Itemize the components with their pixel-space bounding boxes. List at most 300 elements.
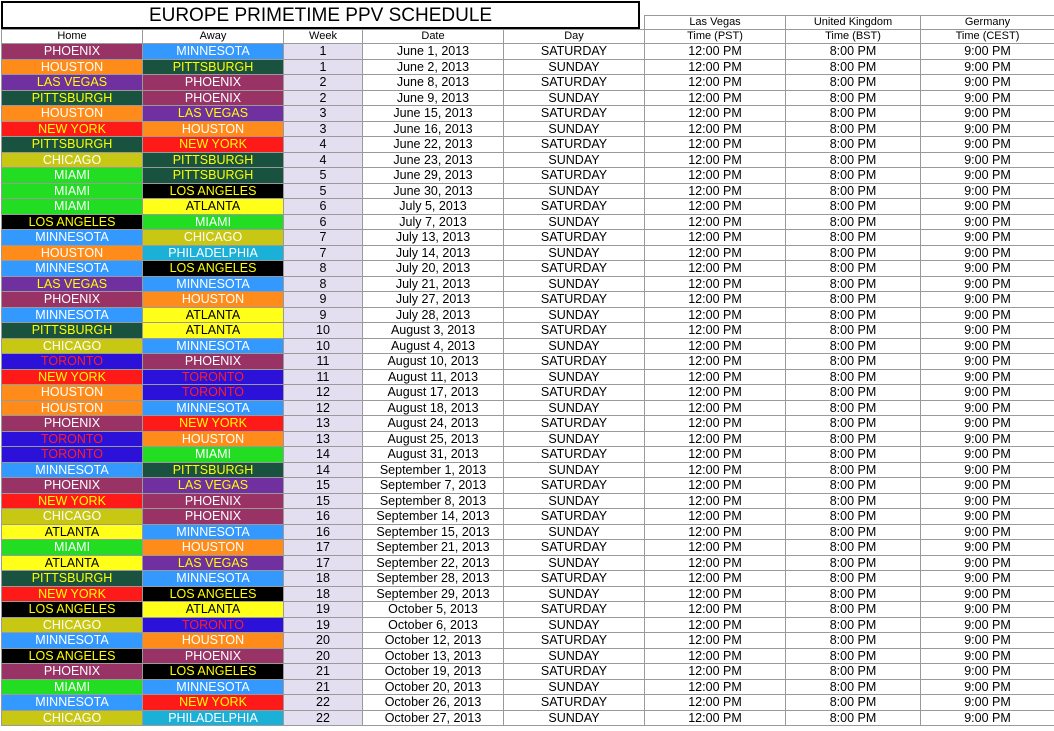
home-team-cell: NEW YORK [2,369,143,385]
away-team-cell: MINNESOTA [143,338,284,354]
day-cell: SATURDAY [504,602,645,618]
day-cell: SATURDAY [504,199,645,215]
table-row [2,602,1054,618]
time-bst-cell: 8:00 PM [786,369,921,385]
away-team-cell: MINNESOTA [143,524,284,540]
home-team-cell: CHICAGO [2,152,143,168]
time-cest-cell: 9:00 PM [921,648,1054,664]
home-team-cell: MIAMI [2,168,143,184]
home-team-cell: MIAMI [2,679,143,695]
time-bst-cell: 8:00 PM [786,664,921,680]
week-cell: 18 [284,586,363,602]
home-team-cell: HOUSTON [2,400,143,416]
week-cell: 21 [284,679,363,695]
time-pst-cell: 12:00 PM [645,121,786,137]
home-team-cell: TORONTO [2,354,143,370]
day-cell: SUNDAY [504,90,645,106]
table-row [2,648,1054,664]
away-team-cell: HOUSTON [143,633,284,649]
time-bst-cell: 8:00 PM [786,695,921,711]
date-cell: August 18, 2013 [363,400,504,416]
day-cell: SATURDAY [504,509,645,525]
week-cell: 2 [284,75,363,91]
time-pst-cell: 12:00 PM [645,571,786,587]
week-cell: 14 [284,462,363,478]
time-pst-cell: 12:00 PM [645,400,786,416]
date-cell: August 24, 2013 [363,416,504,432]
day-cell: SUNDAY [504,462,645,478]
time-cest-cell: 9:00 PM [921,509,1054,525]
time-cest-cell: 9:00 PM [921,354,1054,370]
day-cell: SATURDAY [504,137,645,153]
time-bst-cell: 8:00 PM [786,214,921,230]
week-cell: 6 [284,214,363,230]
date-cell: August 11, 2013 [363,369,504,385]
time-cest-cell: 9:00 PM [921,106,1054,122]
date-cell: August 31, 2013 [363,447,504,463]
time-pst-cell: 12:00 PM [645,261,786,277]
away-team-cell: PITTSBURGH [143,59,284,75]
date-cell: June 30, 2013 [363,183,504,199]
week-cell: 15 [284,478,363,494]
away-team-cell: PHOENIX [143,75,284,91]
time-cest-cell: 9:00 PM [921,261,1054,277]
week-cell: 3 [284,121,363,137]
week-cell: 4 [284,152,363,168]
header-date: Date [363,30,504,44]
time-bst-cell: 8:00 PM [786,493,921,509]
time-cest-cell: 9:00 PM [921,369,1054,385]
week-cell: 21 [284,664,363,680]
header-time-cest: Time (CEST) [921,30,1054,44]
time-cest-cell: 9:00 PM [921,183,1054,199]
away-team-cell: PITTSBURGH [143,168,284,184]
table-row [2,137,1054,153]
time-cest-cell: 9:00 PM [921,602,1054,618]
week-cell: 5 [284,183,363,199]
away-team-cell: ATLANTA [143,307,284,323]
time-pst-cell: 12:00 PM [645,633,786,649]
day-cell: SATURDAY [504,385,645,401]
time-cest-cell: 9:00 PM [921,292,1054,308]
time-cest-cell: 9:00 PM [921,431,1054,447]
table-row [2,679,1054,695]
home-team-cell: PITTSBURGH [2,137,143,153]
week-cell: 13 [284,416,363,432]
home-team-cell: HOUSTON [2,59,143,75]
home-team-cell: MINNESOTA [2,695,143,711]
time-bst-cell: 8:00 PM [786,524,921,540]
table-row [2,199,1054,215]
day-cell: SATURDAY [504,540,645,556]
away-team-cell: ATLANTA [143,602,284,618]
week-cell: 13 [284,431,363,447]
time-pst-cell: 12:00 PM [645,75,786,91]
week-cell: 20 [284,633,363,649]
day-cell: SUNDAY [504,400,645,416]
time-cest-cell: 9:00 PM [921,214,1054,230]
time-pst-cell: 12:00 PM [645,230,786,246]
time-bst-cell: 8:00 PM [786,431,921,447]
day-cell: SUNDAY [504,307,645,323]
week-cell: 18 [284,571,363,587]
time-bst-cell: 8:00 PM [786,245,921,261]
time-cest-cell: 9:00 PM [921,679,1054,695]
day-cell: SUNDAY [504,338,645,354]
home-team-cell: PHOENIX [2,416,143,432]
day-cell: SUNDAY [504,493,645,509]
table-row [2,75,1054,91]
time-bst-cell: 8:00 PM [786,168,921,184]
home-team-cell: CHICAGO [2,710,143,726]
header-united-kingdom: United Kingdom [786,16,921,30]
week-cell: 15 [284,493,363,509]
away-team-cell: LOS ANGELES [143,664,284,680]
time-pst-cell: 12:00 PM [645,524,786,540]
date-cell: October 5, 2013 [363,602,504,618]
header-row-columns [2,30,1054,44]
home-team-cell: ATLANTA [2,524,143,540]
week-cell: 2 [284,90,363,106]
day-cell: SATURDAY [504,44,645,60]
week-cell: 20 [284,648,363,664]
time-cest-cell: 9:00 PM [921,695,1054,711]
table-row [2,106,1054,122]
home-team-cell: CHICAGO [2,617,143,633]
date-cell: August 25, 2013 [363,431,504,447]
day-cell: SUNDAY [504,152,645,168]
time-pst-cell: 12:00 PM [645,540,786,556]
time-bst-cell: 8:00 PM [786,44,921,60]
day-cell: SATURDAY [504,664,645,680]
date-cell: July 27, 2013 [363,292,504,308]
time-cest-cell: 9:00 PM [921,168,1054,184]
home-team-cell: MIAMI [2,199,143,215]
time-bst-cell: 8:00 PM [786,555,921,571]
table-row [2,416,1054,432]
away-team-cell: PHOENIX [143,509,284,525]
time-cest-cell: 9:00 PM [921,586,1054,602]
time-bst-cell: 8:00 PM [786,478,921,494]
table-row [2,369,1054,385]
table-row [2,168,1054,184]
time-bst-cell: 8:00 PM [786,121,921,137]
time-cest-cell: 9:00 PM [921,416,1054,432]
time-bst-cell: 8:00 PM [786,183,921,199]
time-pst-cell: 12:00 PM [645,214,786,230]
day-cell: SATURDAY [504,230,645,246]
away-team-cell: MINNESOTA [143,400,284,416]
time-bst-cell: 8:00 PM [786,509,921,525]
date-cell: June 8, 2013 [363,75,504,91]
time-pst-cell: 12:00 PM [645,431,786,447]
time-pst-cell: 12:00 PM [645,710,786,726]
week-cell: 19 [284,602,363,618]
table-row [2,230,1054,246]
header-away: Away [143,30,284,44]
away-team-cell: TORONTO [143,369,284,385]
week-cell: 22 [284,710,363,726]
away-team-cell: PHOENIX [143,90,284,106]
time-bst-cell: 8:00 PM [786,540,921,556]
home-team-cell: ATLANTA [2,555,143,571]
home-team-cell: PHOENIX [2,292,143,308]
time-pst-cell: 12:00 PM [645,416,786,432]
time-cest-cell: 9:00 PM [921,540,1054,556]
time-pst-cell: 12:00 PM [645,478,786,494]
schedule-table [1,15,1054,726]
home-team-cell: LAS VEGAS [2,75,143,91]
table-row [2,586,1054,602]
header-week: Week [284,30,363,44]
date-cell: June 16, 2013 [363,121,504,137]
day-cell: SUNDAY [504,183,645,199]
time-bst-cell: 8:00 PM [786,323,921,339]
table-row [2,261,1054,277]
time-pst-cell: 12:00 PM [645,199,786,215]
table-row [2,245,1054,261]
date-cell: September 1, 2013 [363,462,504,478]
time-bst-cell: 8:00 PM [786,648,921,664]
home-team-cell: MINNESOTA [2,633,143,649]
home-team-cell: PHOENIX [2,664,143,680]
time-cest-cell: 9:00 PM [921,385,1054,401]
time-pst-cell: 12:00 PM [645,586,786,602]
day-cell: SUNDAY [504,214,645,230]
home-team-cell: MIAMI [2,183,143,199]
table-row [2,617,1054,633]
time-pst-cell: 12:00 PM [645,555,786,571]
date-cell: June 29, 2013 [363,168,504,184]
week-cell: 5 [284,168,363,184]
away-team-cell: HOUSTON [143,431,284,447]
day-cell: SATURDAY [504,168,645,184]
time-pst-cell: 12:00 PM [645,59,786,75]
time-cest-cell: 9:00 PM [921,617,1054,633]
week-cell: 12 [284,385,363,401]
away-team-cell: PHOENIX [143,493,284,509]
table-row [2,44,1054,60]
time-cest-cell: 9:00 PM [921,710,1054,726]
time-bst-cell: 8:00 PM [786,602,921,618]
day-cell: SATURDAY [504,354,645,370]
day-cell: SUNDAY [504,648,645,664]
home-team-cell: CHICAGO [2,338,143,354]
home-team-cell: HOUSTON [2,106,143,122]
away-team-cell: HOUSTON [143,292,284,308]
away-team-cell: TORONTO [143,385,284,401]
day-cell: SUNDAY [504,245,645,261]
table-row [2,338,1054,354]
day-cell: SATURDAY [504,416,645,432]
time-bst-cell: 8:00 PM [786,90,921,106]
time-cest-cell: 9:00 PM [921,447,1054,463]
date-cell: July 7, 2013 [363,214,504,230]
time-bst-cell: 8:00 PM [786,679,921,695]
time-cest-cell: 9:00 PM [921,633,1054,649]
time-bst-cell: 8:00 PM [786,152,921,168]
table-row [2,385,1054,401]
day-cell: SUNDAY [504,431,645,447]
date-cell: September 14, 2013 [363,509,504,525]
time-bst-cell: 8:00 PM [786,400,921,416]
day-cell: SUNDAY [504,524,645,540]
date-cell: October 12, 2013 [363,633,504,649]
date-cell: October 27, 2013 [363,710,504,726]
date-cell: July 5, 2013 [363,199,504,215]
table-row [2,431,1054,447]
away-team-cell: PHOENIX [143,648,284,664]
date-cell: June 22, 2013 [363,137,504,153]
day-cell: SATURDAY [504,75,645,91]
time-pst-cell: 12:00 PM [645,695,786,711]
away-team-cell: ATLANTA [143,323,284,339]
time-cest-cell: 9:00 PM [921,400,1054,416]
day-cell: SATURDAY [504,447,645,463]
time-cest-cell: 9:00 PM [921,338,1054,354]
time-bst-cell: 8:00 PM [786,230,921,246]
table-row [2,292,1054,308]
time-pst-cell: 12:00 PM [645,447,786,463]
time-pst-cell: 12:00 PM [645,168,786,184]
home-team-cell: MIAMI [2,540,143,556]
date-cell: August 10, 2013 [363,354,504,370]
time-pst-cell: 12:00 PM [645,493,786,509]
week-cell: 16 [284,524,363,540]
time-cest-cell: 9:00 PM [921,493,1054,509]
day-cell: SATURDAY [504,261,645,277]
time-cest-cell: 9:00 PM [921,59,1054,75]
week-cell: 17 [284,555,363,571]
day-cell: SATURDAY [504,571,645,587]
away-team-cell: ATLANTA [143,199,284,215]
week-cell: 10 [284,323,363,339]
away-team-cell: LOS ANGELES [143,261,284,277]
home-team-cell: NEW YORK [2,121,143,137]
table-row [2,354,1054,370]
away-team-cell: MINNESOTA [143,276,284,292]
table-row [2,695,1054,711]
table-row [2,121,1054,137]
week-cell: 1 [284,59,363,75]
time-bst-cell: 8:00 PM [786,354,921,370]
table-row [2,276,1054,292]
header-time-pst: Time (PST) [645,30,786,44]
home-team-cell: LOS ANGELES [2,214,143,230]
time-cest-cell: 9:00 PM [921,152,1054,168]
date-cell: September 7, 2013 [363,478,504,494]
week-cell: 8 [284,276,363,292]
time-pst-cell: 12:00 PM [645,664,786,680]
day-cell: SUNDAY [504,369,645,385]
time-bst-cell: 8:00 PM [786,59,921,75]
home-team-cell: MINNESOTA [2,261,143,277]
time-pst-cell: 12:00 PM [645,323,786,339]
day-cell: SUNDAY [504,555,645,571]
home-team-cell: LOS ANGELES [2,648,143,664]
home-team-cell: MINNESOTA [2,462,143,478]
time-bst-cell: 8:00 PM [786,199,921,215]
time-pst-cell: 12:00 PM [645,137,786,153]
home-team-cell: CHICAGO [2,509,143,525]
time-bst-cell: 8:00 PM [786,292,921,308]
date-cell: September 15, 2013 [363,524,504,540]
date-cell: June 23, 2013 [363,152,504,168]
time-bst-cell: 8:00 PM [786,633,921,649]
time-pst-cell: 12:00 PM [645,152,786,168]
away-team-cell: MIAMI [143,447,284,463]
time-cest-cell: 9:00 PM [921,307,1054,323]
date-cell: June 2, 2013 [363,59,504,75]
home-team-cell: TORONTO [2,431,143,447]
day-cell: SATURDAY [504,478,645,494]
away-team-cell: NEW YORK [143,137,284,153]
day-cell: SUNDAY [504,679,645,695]
day-cell: SUNDAY [504,617,645,633]
away-team-cell: PHILADELPHIA [143,710,284,726]
time-pst-cell: 12:00 PM [645,617,786,633]
time-cest-cell: 9:00 PM [921,664,1054,680]
time-bst-cell: 8:00 PM [786,447,921,463]
day-cell: SUNDAY [504,59,645,75]
week-cell: 10 [284,338,363,354]
date-cell: September 28, 2013 [363,571,504,587]
table-row [2,214,1054,230]
time-bst-cell: 8:00 PM [786,462,921,478]
time-cest-cell: 9:00 PM [921,90,1054,106]
away-team-cell: PHILADELPHIA [143,245,284,261]
away-team-cell: LOS ANGELES [143,586,284,602]
time-cest-cell: 9:00 PM [921,199,1054,215]
time-cest-cell: 9:00 PM [921,245,1054,261]
week-cell: 12 [284,400,363,416]
table-row [2,710,1054,726]
home-team-cell: NEW YORK [2,493,143,509]
away-team-cell: MINNESOTA [143,571,284,587]
time-bst-cell: 8:00 PM [786,385,921,401]
time-bst-cell: 8:00 PM [786,571,921,587]
week-cell: 17 [284,540,363,556]
date-cell: July 21, 2013 [363,276,504,292]
time-pst-cell: 12:00 PM [645,338,786,354]
table-row [2,664,1054,680]
table-row [2,478,1054,494]
time-pst-cell: 12:00 PM [645,292,786,308]
day-cell: SATURDAY [504,633,645,649]
date-cell: July 13, 2013 [363,230,504,246]
time-pst-cell: 12:00 PM [645,648,786,664]
time-bst-cell: 8:00 PM [786,617,921,633]
header-germany: Germany [921,16,1054,30]
away-team-cell: PHOENIX [143,354,284,370]
time-bst-cell: 8:00 PM [786,586,921,602]
home-team-cell: PHOENIX [2,44,143,60]
home-team-cell: PITTSBURGH [2,90,143,106]
day-cell: SATURDAY [504,323,645,339]
home-team-cell: LAS VEGAS [2,276,143,292]
away-team-cell: MINNESOTA [143,679,284,695]
week-cell: 3 [284,106,363,122]
day-cell: SUNDAY [504,121,645,137]
away-team-cell: MINNESOTA [143,44,284,60]
date-cell: June 15, 2013 [363,106,504,122]
table-row [2,400,1054,416]
time-bst-cell: 8:00 PM [786,338,921,354]
away-team-cell: NEW YORK [143,416,284,432]
time-cest-cell: 9:00 PM [921,571,1054,587]
away-team-cell: LAS VEGAS [143,478,284,494]
time-pst-cell: 12:00 PM [645,354,786,370]
